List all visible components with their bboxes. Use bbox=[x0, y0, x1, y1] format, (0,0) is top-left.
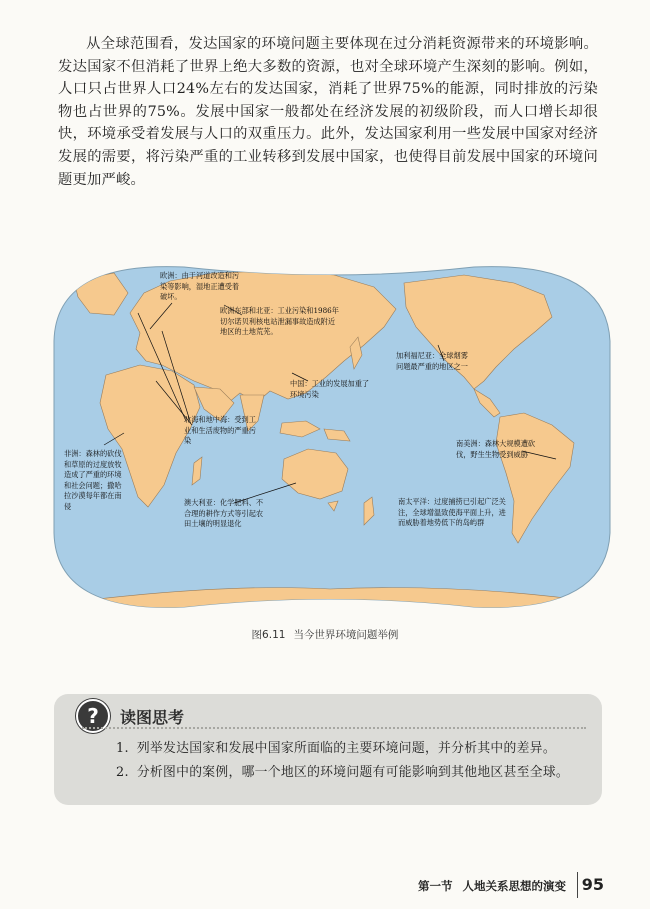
running-header: 第一节 人地关系思想的演变 bbox=[418, 879, 566, 893]
annotation-australia: 澳大利亚：化学肥料、不合理的耕作方式等引起农田土壤的明显退化 bbox=[184, 498, 264, 528]
annotation-africa: 非洲：森林的砍伐和草原的过度放牧造成了严重的环境和社会问题；撒哈拉沙漠每年都在南侵 bbox=[64, 449, 122, 511]
question-item: 2. 分析图中的案例，哪一个地区的环境问题有可能影响到其他地区甚至全球。 bbox=[116, 765, 570, 780]
annotation-california: 加利福尼亚：全球烟雾问题最严重的地区之一 bbox=[396, 351, 468, 371]
footer-divider bbox=[577, 872, 578, 898]
dotted-divider bbox=[82, 727, 586, 729]
world-map bbox=[44, 253, 616, 621]
page-footer bbox=[0, 872, 650, 902]
question-icon: ? bbox=[76, 699, 110, 733]
annotation-europe: 欧洲：由于河道改造和污染等影响，湿地正遭受着破坏。 bbox=[160, 271, 240, 301]
figure-caption bbox=[0, 627, 650, 642]
page-number: 95 bbox=[581, 875, 604, 894]
figure-number: 图6.11 bbox=[251, 629, 286, 641]
annotation-north-sea: 北海和地中海：受到工业和生活废物的严重污染 bbox=[184, 415, 256, 445]
annotation-east-north-europe: 欧洲东部和北亚：工业污染和1986年切尔诺贝利核电站泄漏事故造成附近地区的土地荒芜。 bbox=[220, 306, 339, 336]
figure-title: 当今世界环境问题举例 bbox=[293, 629, 399, 641]
think-title: 读图思考 bbox=[120, 708, 185, 727]
annotation-south-pacific: 南太平洋：过度捕捞已引起广泛关注，全球增温致使海平面上升，进而威胁着地势低下的岛屿群 bbox=[398, 497, 506, 527]
question-item: 1. 列举发达国家和发展中国家所面临的主要环境问题，并分析其中的差异。 bbox=[116, 741, 556, 756]
body-paragraph: 从全球范围看，发达国家的环境问题主要体现在过分消耗资源带来的环境影响。发达国家不但消耗了世界上绝大多数的资源，也对全球环境产生深刻的影响。例如，人口只占世界人口24%左右的发达国家，消耗了世界75%的能源，同时排放的污染物也占世界的75%。发展中国家一般都处在经济发展的初级阶段，而人口增长却很快，环境承受着发展与人口的双重压力。此外，发达国家利用一些发展中国家对经济发展的需要，将污染严重的工业转移到发展中国家，也使得目前发展中国家的环境问题更加严峻。 bbox=[58, 36, 598, 188]
think-box bbox=[54, 694, 602, 805]
annotation-china: 中国：工业的发展加重了环境污染 bbox=[290, 379, 370, 399]
annotation-south-america: 南美洲：森林大规模遭砍伐，野生生物受到威胁 bbox=[456, 439, 536, 459]
question-list bbox=[116, 737, 596, 785]
